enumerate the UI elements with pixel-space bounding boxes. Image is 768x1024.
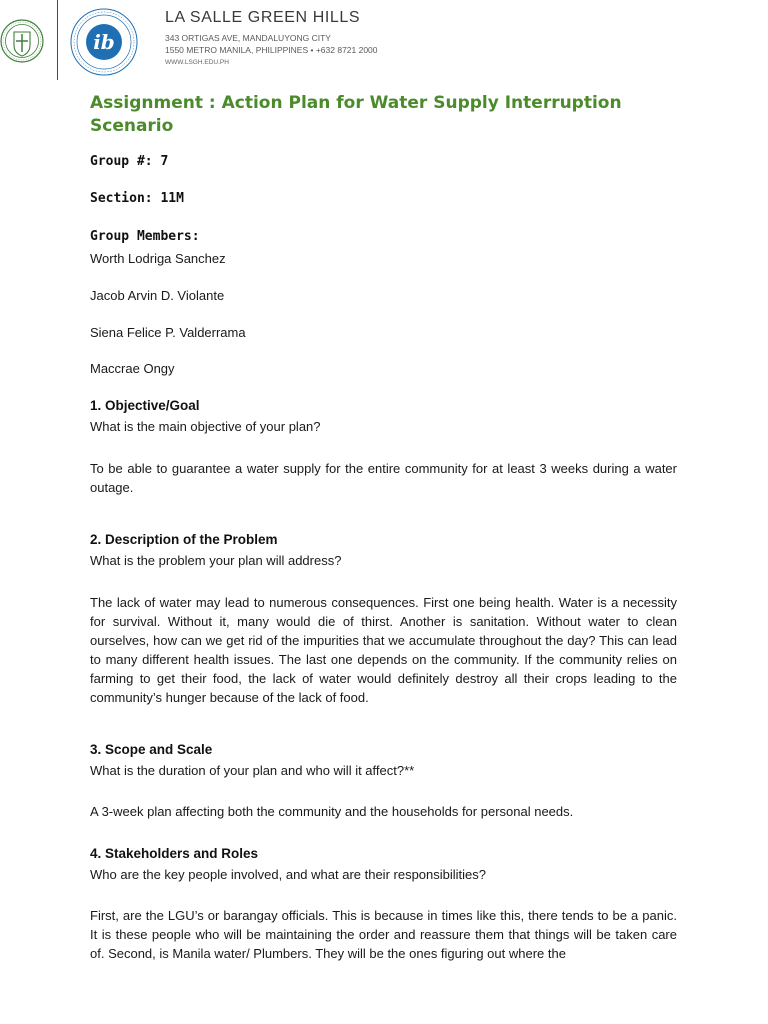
section-heading-scope: 3. Scope and Scale <box>90 742 213 757</box>
section-question: What is the duration of your plan and who will it affect?** <box>90 763 415 778</box>
group-number: Group #: 7 <box>90 154 169 169</box>
header-divider <box>57 0 58 80</box>
section-question: What is the main objective of your plan? <box>90 419 321 434</box>
ib-logo-text: ib <box>93 30 115 54</box>
group-members-label: Group Members: <box>90 229 200 244</box>
school-seal-icon <box>0 4 44 74</box>
section-question: Who are the key people involved, and what are their responsibilities? <box>90 867 487 882</box>
school-website: WWW.LSGH.EDU.PH <box>165 59 229 66</box>
member-name: Worth Lodriga Sanchez <box>90 251 226 266</box>
section-heading-problem: 2. Description of the Problem <box>90 532 278 547</box>
member-name: Maccrae Ongy <box>90 361 175 376</box>
section-question: What is the problem your plan will address? <box>90 553 342 568</box>
section-answer: The lack of water may lead to numerous consequences. First one being health. Water is a necessity for survival. Without it, many would die of thirst. Another is sanitation. Without water to clean ourselves, how can we get rid of the impurities that we accumulate throughout the day? This can lead to many different health issues. The last one depends on the community. If the community relies on farming to get their food, the lack of water would definitely destroy all their crops leading to the community’s hunger because of the lack of food. <box>90 595 677 705</box>
section-answer: To be able to guarantee a water supply for the entire community for at least 3 weeks during a water outage. <box>90 461 677 495</box>
ib-logo-icon <box>68 6 140 78</box>
member-name: Siena Felice P. Valderrama <box>90 325 246 340</box>
school-address: 343 ORTIGAS AVE, MANDALUYONG CITY <box>165 33 331 43</box>
section-heading-objective: 1. Objective/Goal <box>90 398 200 413</box>
member-name: Jacob Arvin D. Violante <box>90 288 225 303</box>
school-info <box>165 8 378 68</box>
document-title: Assignment : Action Plan for Water Supply Interruption Scenario <box>90 93 622 136</box>
document-body <box>90 92 677 961</box>
section-heading-stakeholders: 4. Stakeholders and Roles <box>90 846 259 861</box>
section-answer: A 3-week plan affecting both the community and the households for personal needs. <box>90 804 574 819</box>
school-name: LA SALLE GREEN HILLS <box>165 9 361 26</box>
school-address-2: 1550 METRO MANILA, PHILIPPINES • +632 8721 2000 <box>165 45 378 55</box>
letterhead <box>0 0 768 80</box>
section-label: Section: 11M <box>90 191 184 206</box>
section-answer: First, are the LGU’s or barangay officials. This is because in times like this, there tends to be a panic. It is these people who will be maintaining the order and reassure them that things will be taken care of. Second, is Manila water/ Plumbers. They will be the ones figuring out where the <box>90 908 677 961</box>
